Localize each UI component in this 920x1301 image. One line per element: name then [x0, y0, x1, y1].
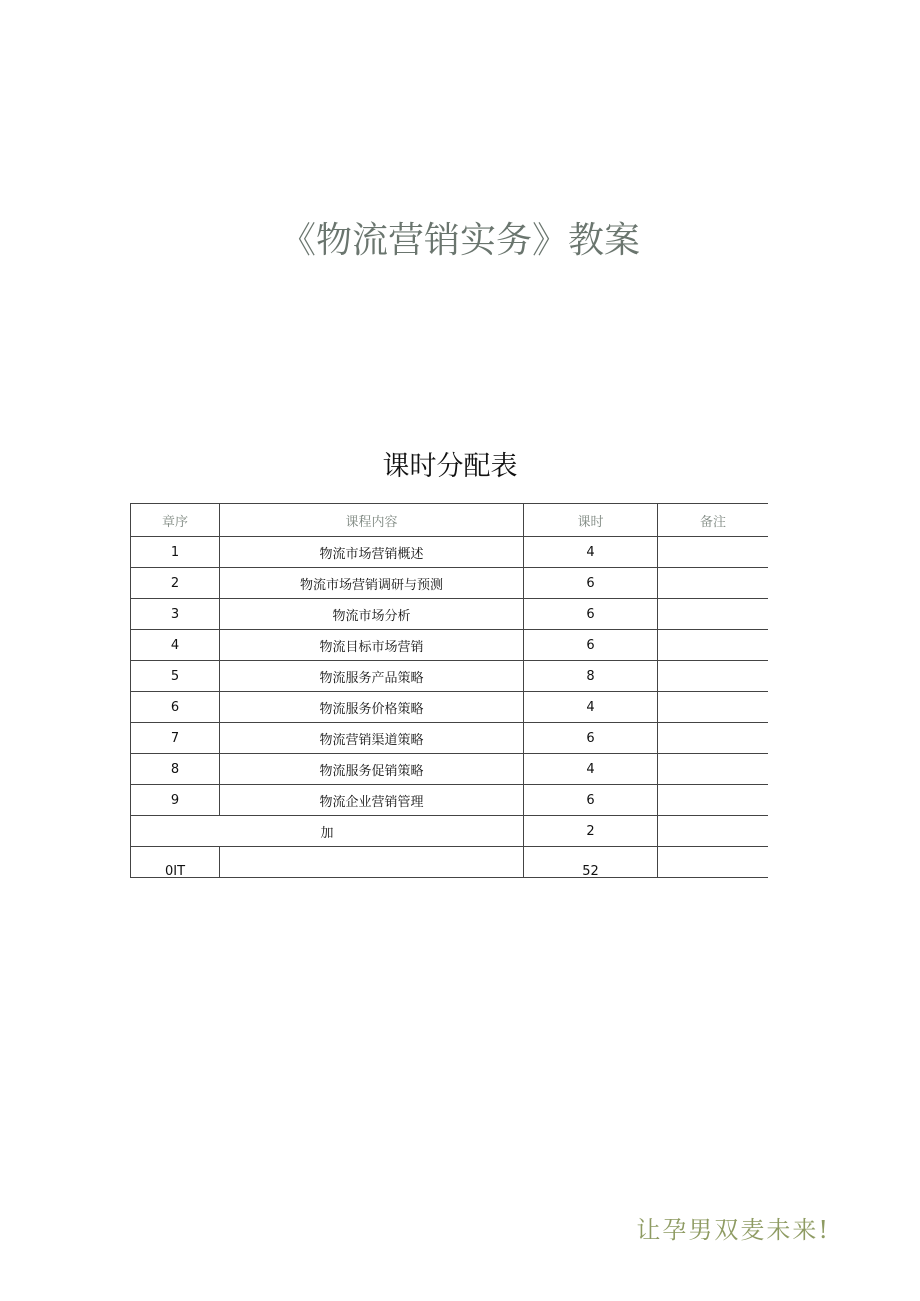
- cell-total-label: [131, 847, 220, 878]
- table-title: 课时分配表: [382, 451, 518, 482]
- total-hours-text: 52: [582, 863, 599, 879]
- table-row: [131, 630, 769, 661]
- cell-note: [658, 723, 769, 754]
- cell-note: [658, 785, 769, 816]
- table-row-total: [131, 847, 769, 878]
- cell-hours: 6: [524, 723, 658, 754]
- cell-hours: 6: [524, 599, 658, 630]
- footer-slogan: 让孕男双麦未来!: [636, 1216, 830, 1244]
- cell-content: 物流服务价格策略: [220, 692, 524, 723]
- cell-chapter: 9: [131, 785, 220, 816]
- cell-extra-note: [658, 816, 769, 847]
- cell-note: [658, 537, 769, 568]
- cell-note: [658, 692, 769, 723]
- table-header-row: [131, 504, 769, 537]
- table-row: [131, 692, 769, 723]
- cell-total-content: [220, 847, 524, 878]
- cell-note: [658, 661, 769, 692]
- cell-total-hours: [524, 847, 658, 878]
- cell-extra-hours: 2: [524, 816, 658, 847]
- cell-content: 物流营销渠道策略: [220, 723, 524, 754]
- table-row-extra: [131, 816, 769, 847]
- cell-note: [658, 599, 769, 630]
- cell-chapter: 8: [131, 754, 220, 785]
- table-row: [131, 661, 769, 692]
- cell-note: [658, 568, 769, 599]
- cell-chapter: 6: [131, 692, 220, 723]
- table-row: [131, 723, 769, 754]
- cell-hours: 6: [524, 630, 658, 661]
- cell-chapter: 4: [131, 630, 220, 661]
- cell-extra-label: 加: [131, 816, 524, 847]
- cell-total-note: [658, 847, 769, 878]
- cell-note: [658, 754, 769, 785]
- cell-chapter: 3: [131, 599, 220, 630]
- cell-content: 物流市场营销概述: [220, 537, 524, 568]
- cell-content: 物流服务产品策略: [220, 661, 524, 692]
- cell-chapter: 7: [131, 723, 220, 754]
- cell-hours: 8: [524, 661, 658, 692]
- total-label-text: 0IT: [164, 863, 186, 879]
- cell-hours: 4: [524, 692, 658, 723]
- table-row: [131, 599, 769, 630]
- cell-chapter: 1: [131, 537, 220, 568]
- cell-chapter: 2: [131, 568, 220, 599]
- hours-allocation-table: [130, 503, 768, 878]
- hours-table-container: [130, 503, 768, 884]
- cell-content: 物流市场分析: [220, 599, 524, 630]
- cell-hours: 6: [524, 568, 658, 599]
- table-row: [131, 568, 769, 599]
- cell-content: 物流市场营销调研与预测: [220, 568, 524, 599]
- header-hours: 课时: [524, 504, 658, 537]
- cell-hours: 4: [524, 537, 658, 568]
- document-title: 《物流营销实务》教案: [279, 220, 640, 261]
- cell-content: 物流服务促销策略: [220, 754, 524, 785]
- cell-hours: 6: [524, 785, 658, 816]
- header-chapter: 章序: [131, 504, 220, 537]
- table-row: [131, 537, 769, 568]
- header-notes: 备注: [658, 504, 769, 537]
- cell-content: 物流企业营销管理: [220, 785, 524, 816]
- cell-note: [658, 630, 769, 661]
- cell-content: 物流目标市场营销: [220, 630, 524, 661]
- cell-hours: 4: [524, 754, 658, 785]
- header-content: 课程内容: [220, 504, 524, 537]
- table-row: [131, 754, 769, 785]
- cell-chapter: 5: [131, 661, 220, 692]
- table-row: [131, 785, 769, 816]
